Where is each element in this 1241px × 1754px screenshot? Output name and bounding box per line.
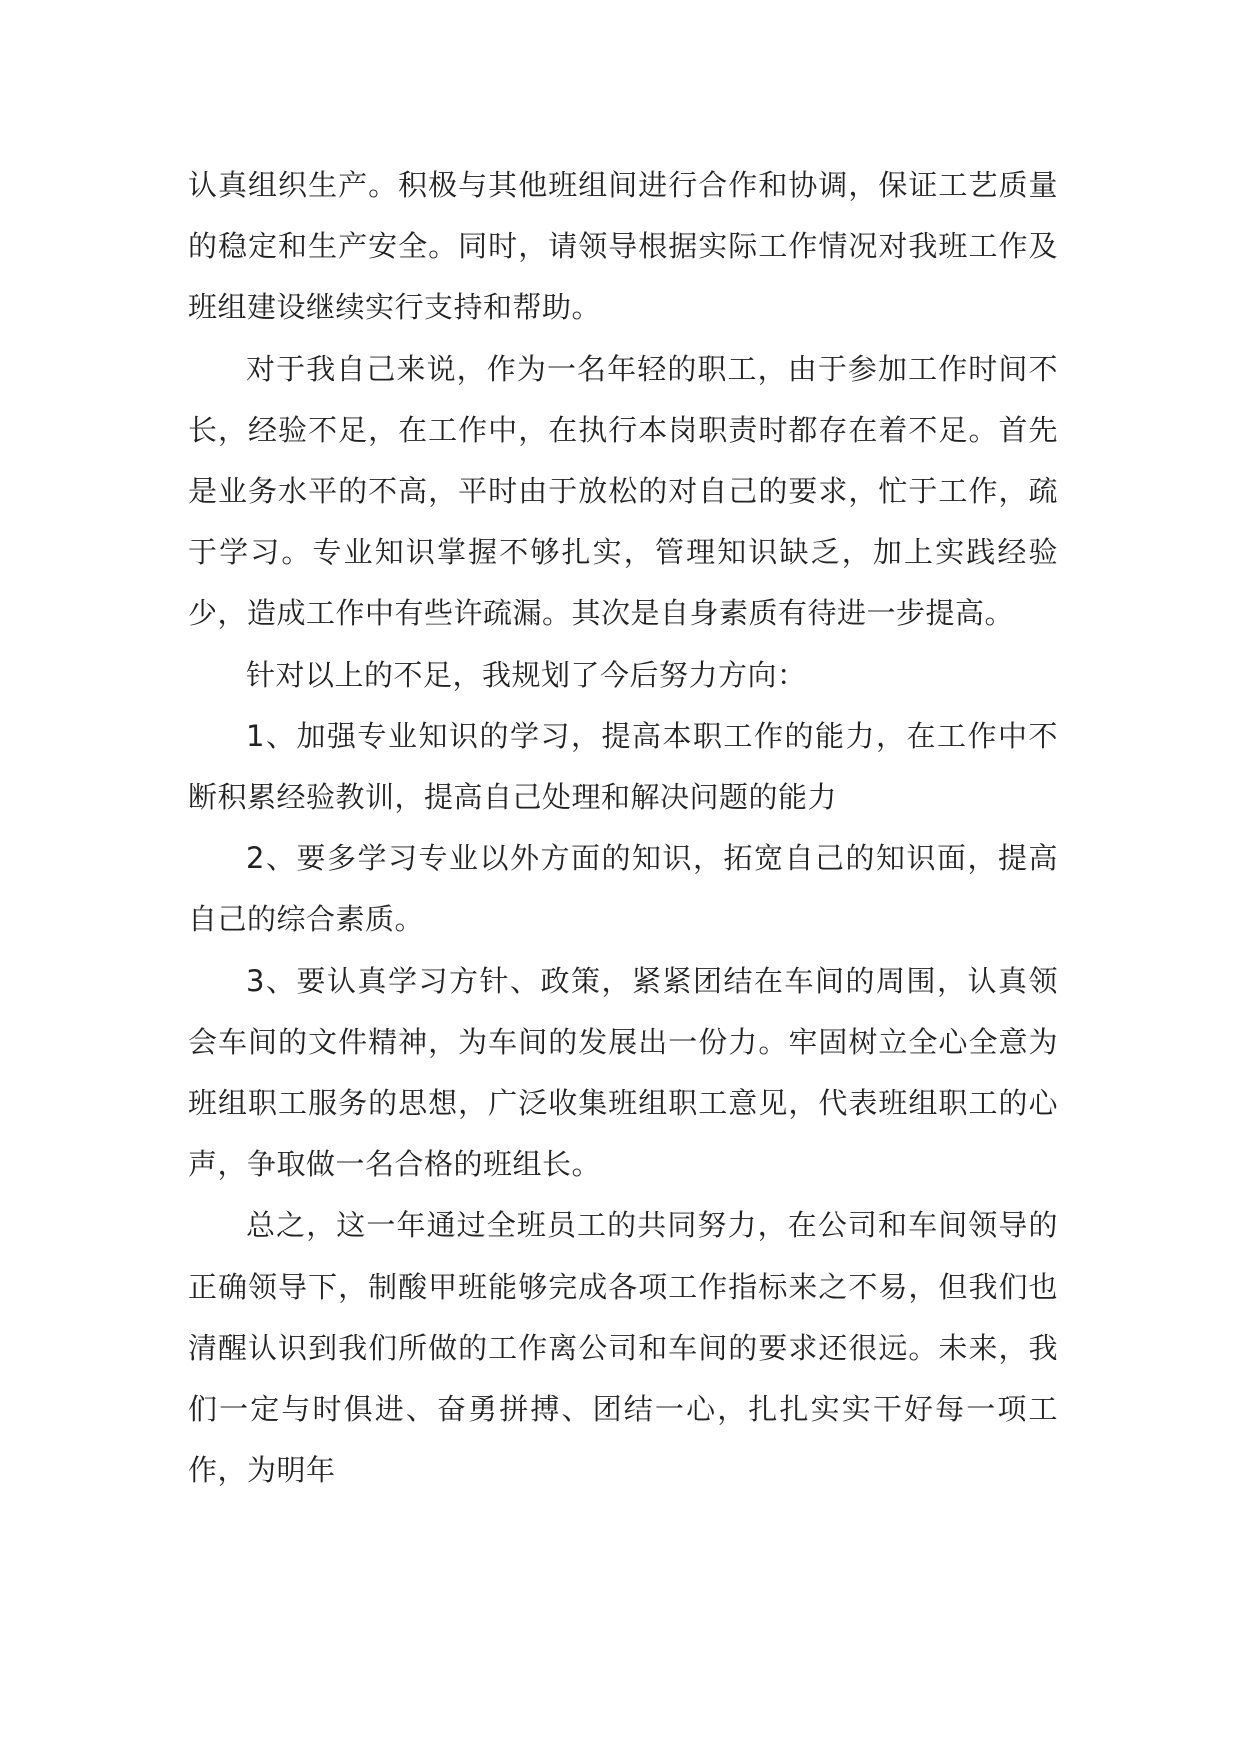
document-body — [188, 155, 1058, 1501]
paragraph-conclusion: 总之，这一年通过全班员工的共同努力，在公司和车间领导的正确领导下，制酸甲班能够完成各项工作指标来之不易，但我们也清醒认识到我们所做的工作离公司和车间的要求还很远。未来，我们一定与时俱进、奋勇拼搏、团结一心，扎扎实实干好每一项工作，为明年 — [188, 1208, 1058, 1488]
paragraph-improvement-intro: 针对以上的不足，我规划了今后努力方向： — [246, 657, 807, 692]
list-item-1: 1、加强专业知识的学习，提高本职工作的能力，在工作中不断积累经验教训，提高自己处理和解决问题的能力 — [188, 718, 1058, 815]
list-item-3: 3、要认真学习方针、政策，紧紧团结在车间的周围，认真领会车间的文件精神，为车间的发展出一份力。牢固树立全心全意为班组职工服务的思想，广泛收集班组职工意见，代表班组职工的心声，争取做一名合格的班组长。 — [188, 963, 1058, 1182]
paragraph-self-assessment: 对于我自己来说，作为一名年轻的职工，由于参加工作时间不长，经验不足，在工作中，在执行本岗职责时都存在着不足。首先是业务水平的不高，平时由于放松的对自己的要求，忙于工作，疏于学习。专业知识掌握不够扎实，管理知识缺乏，加上实践经验少，造成工作中有些许疏漏。其次是自身素质有待进一步提高。 — [188, 351, 1058, 631]
paragraph-production: 认真组织生产。积极与其他班组间进行合作和协调，保证工艺质量的稳定和生产安全。同时，请领导根据实际工作情况对我班工作及班组建设继续实行支持和帮助。 — [188, 168, 1058, 325]
list-item-2: 2、要多学习专业以外方面的知识，拓宽自己的知识面，提高自己的综合素质。 — [188, 841, 1058, 937]
